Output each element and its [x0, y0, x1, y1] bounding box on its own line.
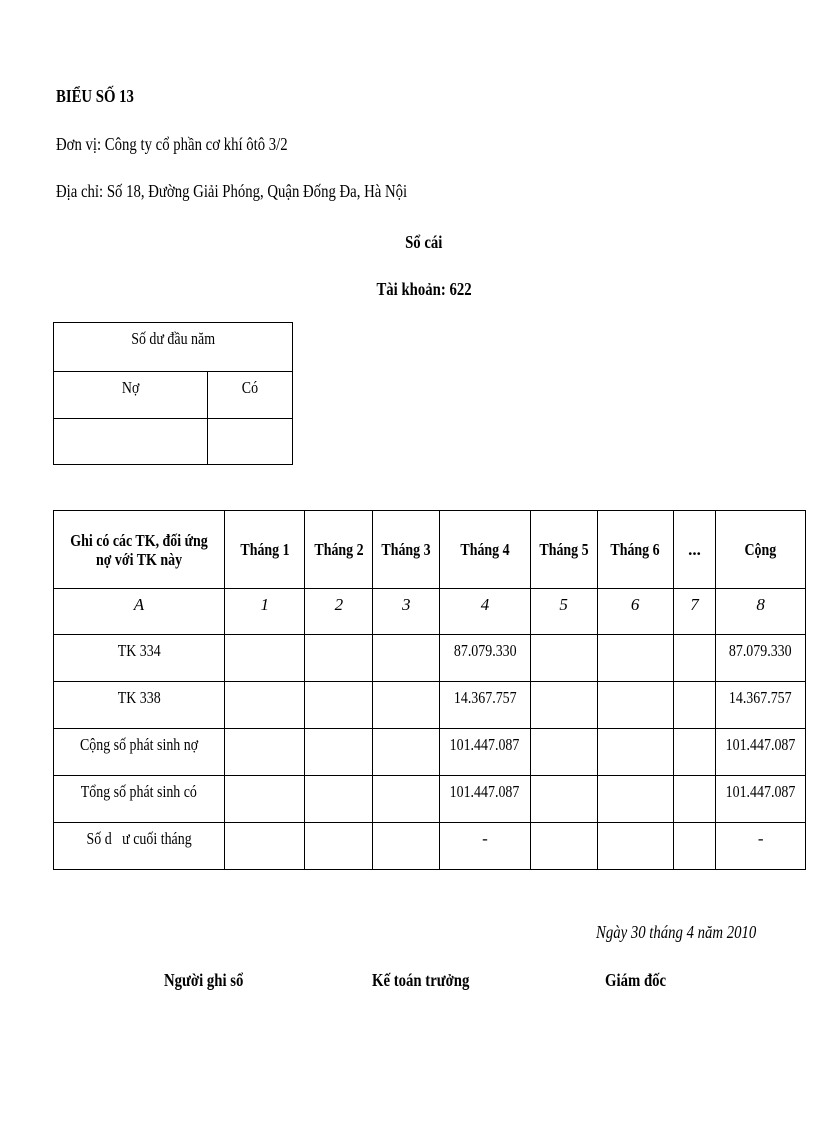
header-cell-month-4: Tháng 4 — [440, 511, 531, 589]
header-cell-month-2: Tháng 2 — [305, 511, 373, 589]
table-cell: - — [440, 822, 531, 869]
table-cell — [530, 682, 597, 728]
table-cell — [597, 682, 673, 728]
table-row — [54, 775, 806, 822]
header-cell-month-6: Tháng 6 — [597, 511, 673, 589]
table-row — [54, 822, 806, 869]
signer-bookkeeper: Người ghi sổ — [164, 970, 244, 990]
row-label: Cộng số phát sinh nợ — [54, 728, 225, 775]
table-cell: 87.079.330 — [440, 635, 531, 682]
table-cell — [225, 728, 305, 775]
header-cell-total: Cộng — [716, 511, 806, 589]
table-cell: 87.079.330 — [716, 635, 806, 682]
table-cell — [673, 728, 716, 775]
debit-value — [54, 418, 208, 464]
table-cell — [673, 822, 716, 869]
row-label: Số d ư cuối tháng — [54, 822, 225, 869]
table-cell — [373, 775, 440, 822]
index-cell: 2 — [305, 589, 373, 635]
address-line: Địa chỉ: Số 18, Đường Giải Phóng, Quận Đống Đa, Hà Nội — [56, 181, 408, 201]
unit-line: Đơn vị: Công ty cổ phần cơ khí ôtô 3/2 — [56, 134, 288, 154]
index-cell: 6 — [597, 589, 673, 635]
row-label: TK 338 — [54, 682, 225, 728]
ledger-header-row — [54, 511, 806, 589]
table-cell — [305, 822, 373, 869]
ledger-table — [53, 510, 806, 870]
ledger-title: Sổ cái — [405, 232, 443, 252]
table-cell — [305, 775, 373, 822]
index-cell: 3 — [373, 589, 440, 635]
index-cell: A — [54, 589, 225, 635]
table-cell — [530, 635, 597, 682]
row-label: Tổng số phát sinh có — [54, 775, 225, 822]
table-cell — [373, 635, 440, 682]
table-cell — [673, 775, 716, 822]
table-cell — [597, 822, 673, 869]
table-cell — [597, 728, 673, 775]
table-row — [54, 635, 806, 682]
table-cell — [673, 635, 716, 682]
credit-label: Có — [207, 372, 292, 418]
credit-value — [207, 418, 292, 464]
table-cell: 101.447.087 — [440, 775, 531, 822]
header-cell-month-1: Tháng 1 — [225, 511, 305, 589]
debit-label: Nợ — [54, 372, 208, 418]
table-row — [54, 728, 806, 775]
table-cell — [530, 728, 597, 775]
table-cell — [305, 635, 373, 682]
table-cell: 14.367.757 — [440, 682, 531, 728]
form-number: BIỂU SỐ 13 — [56, 86, 134, 106]
account-title: Tài khoản: 622 — [376, 279, 472, 299]
table-cell — [530, 775, 597, 822]
header-cell-account: Ghi có các TK, đối ứng nợ với TK này — [54, 511, 225, 589]
table-cell — [373, 822, 440, 869]
index-cell: 7 — [673, 589, 716, 635]
index-cell: 5 — [530, 589, 597, 635]
table-cell — [373, 682, 440, 728]
table-cell: - — [716, 822, 806, 869]
table-cell — [373, 728, 440, 775]
opening-balance-heading: Số dư đầu năm — [54, 323, 293, 372]
header-cell-month-3: Tháng 3 — [373, 511, 440, 589]
table-cell — [225, 635, 305, 682]
table-cell — [225, 822, 305, 869]
table-cell — [530, 822, 597, 869]
table-cell — [673, 682, 716, 728]
table-row — [54, 682, 806, 728]
row-label: TK 334 — [54, 635, 225, 682]
table-cell: 101.447.087 — [716, 775, 806, 822]
signing-date: Ngày 30 tháng 4 năm 2010 — [596, 922, 757, 942]
table-cell: 101.447.087 — [440, 728, 531, 775]
table-cell — [597, 775, 673, 822]
opening-balance-table — [53, 322, 293, 465]
index-cell: 4 — [440, 589, 531, 635]
ledger-index-row — [54, 589, 806, 635]
table-cell: 14.367.757 — [716, 682, 806, 728]
table-cell — [225, 682, 305, 728]
table-cell — [305, 682, 373, 728]
table-cell — [305, 728, 373, 775]
index-cell: 8 — [716, 589, 806, 635]
signer-chief-accountant: Kế toán trưởng — [372, 970, 470, 990]
header-cell-month-5: Tháng 5 — [530, 511, 597, 589]
index-cell: 1 — [225, 589, 305, 635]
signer-director: Giám đốc — [605, 970, 667, 990]
table-cell — [225, 775, 305, 822]
table-cell — [597, 635, 673, 682]
table-cell: 101.447.087 — [716, 728, 806, 775]
header-cell-ellipsis: ... — [673, 511, 716, 589]
